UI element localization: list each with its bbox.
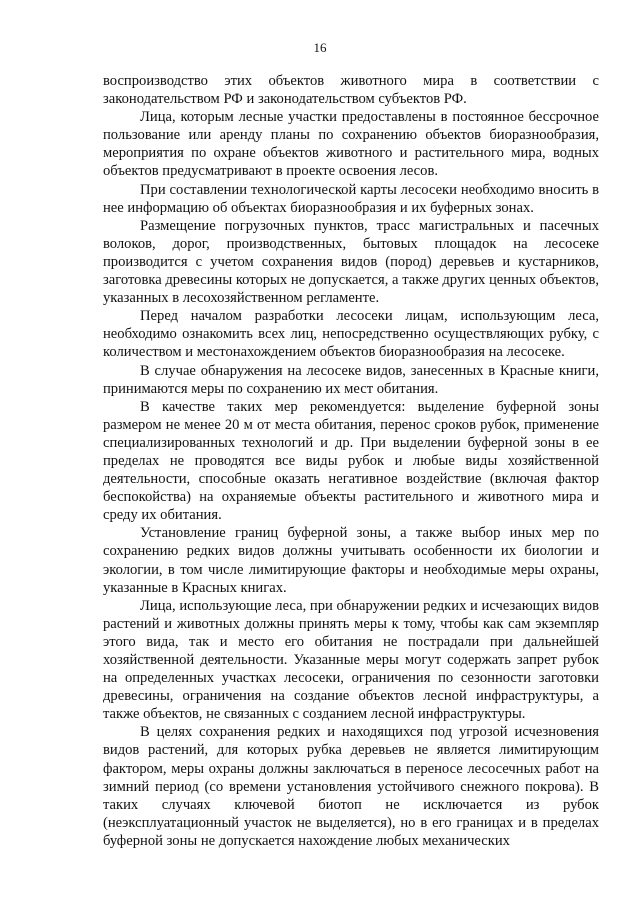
- paragraph: Перед началом разработки лесосеки лицам, использующим леса, необходимо ознакомить всех лиц, непосредственно осуществляющих рубку, с количеством и местонахождением объектов биоразнообразия на лесосеке.: [103, 308, 599, 361]
- document-body: [103, 72, 599, 850]
- paragraph: Размещение погрузочных пунктов, трасс магистральных и пасечных волоков, дорог, производственных, бытовых площадок на лесосеке производится с учетом сохранения видов (пород) деревьев и кустарников, заготовка древесины которых не допускается, а также других ценных объектов, указанных в лесохозяйственном регламенте.: [103, 217, 599, 307]
- paragraph-continuation: воспроизводство этих объектов животного мира в соответствии с законодательством РФ и законодательством субъектов РФ.: [103, 73, 599, 108]
- paragraph: Установление границ буферной зоны, а также выбор иных мер по сохранению редких видов должны учитывать особенности их биологии и экологии, в том числе лимитирующие факторы и необходимые меры охраны, указанные в Красных книгах.: [103, 525, 599, 596]
- paragraph: В случае обнаружения на лесосеке видов, занесенных в Красные книги, принимаются меры по сохранению их мест обитания.: [103, 362, 599, 397]
- paragraph: Лица, которым лесные участки предоставлены в постоянное бессрочное пользование или аренду планы по сохранению объектов биоразнообразия, мероприятия по охране объектов животного и растительного мира, водных объектов предусматривают в проекте освоения лесов.: [103, 109, 599, 180]
- paragraph: В качестве таких мер рекомендуется: выделение буферной зоны размером не менее 20 м от места обитания, перенос сроков рубок, применение специализированных технологий и др. При выделении буферной зоны в ее пределах не проводятся все виды рубок и любые виды хозяйственной деятельности, способные оказать негативное воздействие (включая фактор беспокойства) на охраняемые объекты растительного и животного мира и среду их обитания.: [103, 398, 599, 524]
- paragraph: Лица, использующие леса, при обнаружении редких и исчезающих видов растений и животных должны принять меры к тому, чтобы как сам экземпляр этого вида, так и место его обитания не пострадали при дальнейшей хозяйственной деятельности. Указанные меры могут содержать запрет рубок на определенных участках лесосеки, ограничения по сезонности заготовки древесины, ограничения на создание объектов лесной инфраструктуры, а также объектов, не связанных с созданием лесной инфраструктуры.: [103, 597, 599, 723]
- paragraph: При составлении технологической карты лесосеки необходимо вносить в нее информацию об объектах биоразнообразия и их буферных зонах.: [103, 181, 599, 216]
- page-number: 16: [313, 40, 327, 55]
- paragraph: В целях сохранения редких и находящихся под угрозой исчезновения видов растений, для которых рубка деревьев не является лимитирующим фактором, меры охраны должны заключаться в переносе лесосечных работ на зимний период (со времени установления устойчивого снежного покрова). В таких случаях ключевой биотоп не исключается из рубок (неэксплуатационный участок не выделяется), но в его границах и в пределах буферной зоны не допускается нахождение любых механических: [103, 724, 599, 849]
